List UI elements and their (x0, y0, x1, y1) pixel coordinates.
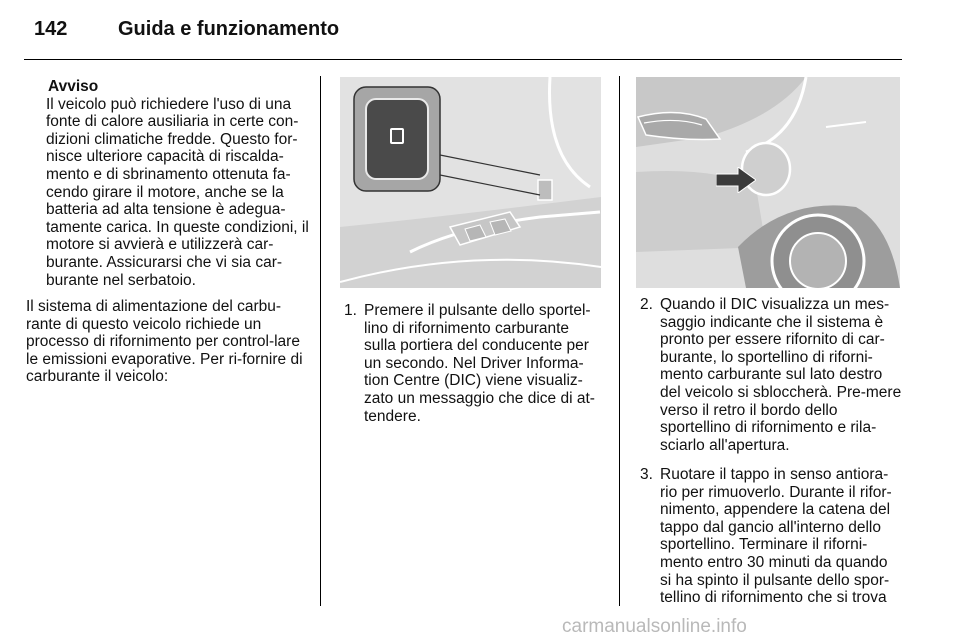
step-number: 1. (344, 302, 357, 319)
step-3 (640, 466, 902, 607)
notice-title: Avviso (48, 78, 99, 95)
step-1 (344, 302, 604, 425)
column-divider-right (619, 76, 620, 606)
step-text: Ruotare il tappo in senso antiora-rio per rimuoverlo. Durante il rifor-nimento, appendere la catena del tappo dal gancio all'interno dello sportellino. Terminare il riforni-mento entro 30 minuti da quando si ha spinto il pulsante dello spor-tellino di rifornimento che si trova (660, 466, 892, 607)
door-panel-drawing (340, 77, 601, 288)
vehicle-rear-drawing (636, 77, 900, 288)
column-divider-left (320, 76, 321, 606)
step-2 (640, 296, 902, 454)
door-button-illustration (340, 77, 601, 288)
step-number: 3. (640, 466, 653, 483)
step-text: Quando il DIC visualizza un mes-saggio indicante che il sistema è pronto per essere rifornito di car-burante, lo sportellino di riforni-mento carburante sul lato destro del veicolo si sbloccherà. Pre-mere verso il retro il bordo dello sportellino di rifornimento e rila-sciarlo all'apertura. (660, 296, 902, 454)
watermark: carmanualsonline.info (562, 616, 747, 637)
page-number: 142 (34, 18, 68, 40)
fuel-door-illustration (636, 77, 900, 288)
notice-body: Il veicolo può richiedere l'uso di una fonte di calore ausiliaria in certe con-dizioni climatiche fredde. Questo for-nisce ulteriore capacità di riscalda-mento e di sbrinamento ottenuta fa-cendo girare il motore, anche se la batteria ad alta tensione è adegua-tamente carica. In queste condizioni, il motore si avvierà e utilizzerà car-burante. Assicurarsi che vi sia car-burante nel serbatoio. (46, 95, 309, 289)
header-rule (24, 59, 902, 60)
section-title: Guida e funzionamento (118, 18, 340, 40)
step-number: 2. (640, 296, 653, 313)
notice-box (48, 78, 312, 289)
intro-paragraph: Il sistema di alimentazione del carbu-rante di questo veicolo richiede un processo di rifornimento per control-lare le emissioni evaporative. Per ri-fornire di carburante il veicolo: (26, 298, 303, 386)
page-header (34, 18, 924, 48)
fuel-pump-icon (390, 128, 404, 144)
arrow-icon (716, 167, 756, 193)
step-text: Premere il pulsante dello sportel-lino di rifornimento carburante sulla portiera del conducente per un secondo. Nel Driver Informa-tion Centre (DIC) viene visualiz-zato un messaggio che dice di at-tendere. (364, 302, 595, 425)
